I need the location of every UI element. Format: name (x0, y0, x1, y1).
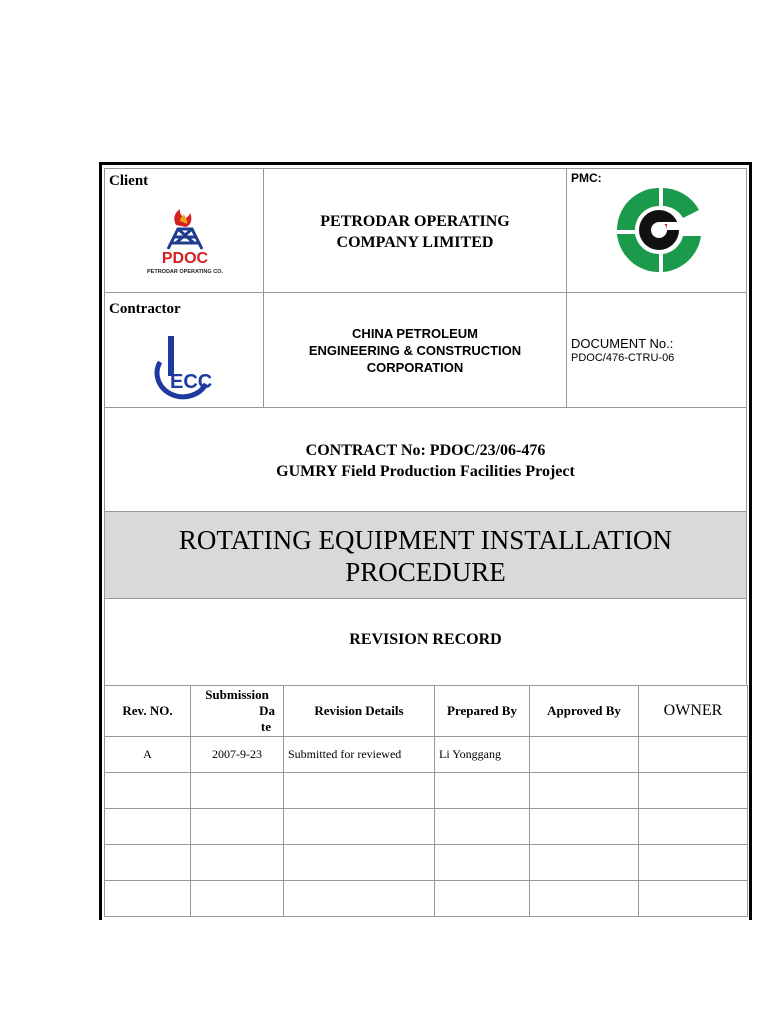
cell-owner (639, 773, 748, 809)
revision-header-row (105, 686, 748, 737)
cell-approved-by (530, 881, 639, 917)
table-row (105, 809, 748, 845)
company-name (264, 211, 566, 253)
col-prepared-by: Prepared By (435, 686, 530, 737)
contractor-line: CHINA PETROLEUM (352, 326, 478, 341)
title-line: ROTATING EQUIPMENT INSTALLATION (178, 525, 673, 555)
contract-number: CONTRACT No: PDOC/23/06-476 (305, 442, 546, 459)
pdoc-logo (138, 207, 232, 277)
table-row (105, 881, 748, 917)
table-row (105, 737, 748, 773)
col-submission-date-part: Da (259, 703, 275, 718)
cell-rev-no (105, 809, 191, 845)
pmc-cell (566, 168, 747, 293)
title-band (104, 511, 747, 599)
cell-revision-details (284, 809, 435, 845)
contract-cell (104, 407, 747, 512)
document-title (105, 524, 746, 588)
table-row (105, 773, 748, 809)
cell-rev-no (105, 773, 191, 809)
cell-submission-date (191, 881, 284, 917)
cell-revision-details (284, 881, 435, 917)
revision-table (104, 685, 748, 917)
cpecc-logo (146, 332, 224, 402)
col-submission-date-part: Submission (205, 687, 269, 702)
pdoc-logo-subtext: PETRODAR OPERATING CO. (147, 269, 223, 275)
col-approved-by: Approved By (530, 686, 639, 737)
pdoc-logo-text: PDOC (161, 250, 209, 267)
cell-approved-by (530, 845, 639, 881)
col-revision-details: Revision Details (284, 686, 435, 737)
company-line: PETRODAR OPERATING (320, 213, 510, 230)
pmc-label: PMC: (571, 171, 602, 185)
document-number: PDOC/476-CTRU-06 (571, 352, 675, 364)
cell-revision-details (284, 845, 435, 881)
col-submission-date (191, 686, 284, 737)
cell-prepared-by: Li Yonggang (435, 737, 530, 773)
revision-record-cell (104, 598, 747, 686)
cell-revision-details (284, 773, 435, 809)
cell-submission-date (191, 773, 284, 809)
contract-info (105, 440, 746, 482)
cell-owner (639, 845, 748, 881)
company-line: COMPANY LIMITED (336, 234, 494, 251)
col-submission-date-part: te (260, 719, 271, 734)
client-cell (104, 168, 264, 293)
cell-owner (639, 881, 748, 917)
cell-prepared-by (435, 881, 530, 917)
cell-rev-no (105, 845, 191, 881)
cell-owner (639, 809, 748, 845)
cell-prepared-by (435, 773, 530, 809)
cell-prepared-by (435, 845, 530, 881)
col-owner: OWNER (639, 686, 748, 737)
cell-approved-by (530, 773, 639, 809)
contractor-cell (104, 292, 264, 408)
table-row (105, 845, 748, 881)
cell-submission-date (191, 809, 284, 845)
title-line: PROCEDURE (345, 557, 506, 587)
contractor-line: ENGINEERING & CONSTRUCTION (308, 343, 522, 358)
contractor-name (264, 325, 566, 376)
cell-rev-no (105, 881, 191, 917)
project-name: GUMRY Field Production Facilities Project (276, 463, 575, 480)
company-cell (263, 168, 567, 293)
cell-rev-no: A (105, 737, 191, 773)
cell-prepared-by (435, 809, 530, 845)
pmc-logo (611, 184, 707, 276)
client-label: Client (109, 173, 149, 189)
cell-approved-by (530, 737, 639, 773)
contractor-name-cell (263, 292, 567, 408)
cpecc-logo-text: ECC (170, 371, 213, 393)
cell-submission-date (191, 845, 284, 881)
contractor-label: Contractor (109, 301, 181, 317)
document-number-cell (566, 292, 747, 408)
contractor-line: CORPORATION (366, 360, 464, 375)
cell-revision-details: Submitted for reviewed (284, 737, 435, 773)
cell-approved-by (530, 809, 639, 845)
cell-submission-date: 2007-9-23 (191, 737, 284, 773)
cell-owner (639, 737, 748, 773)
col-rev-no: Rev. NO. (105, 686, 191, 737)
revision-record-heading: REVISION RECORD (349, 631, 502, 648)
document-label: DOCUMENT No.: (571, 336, 674, 351)
